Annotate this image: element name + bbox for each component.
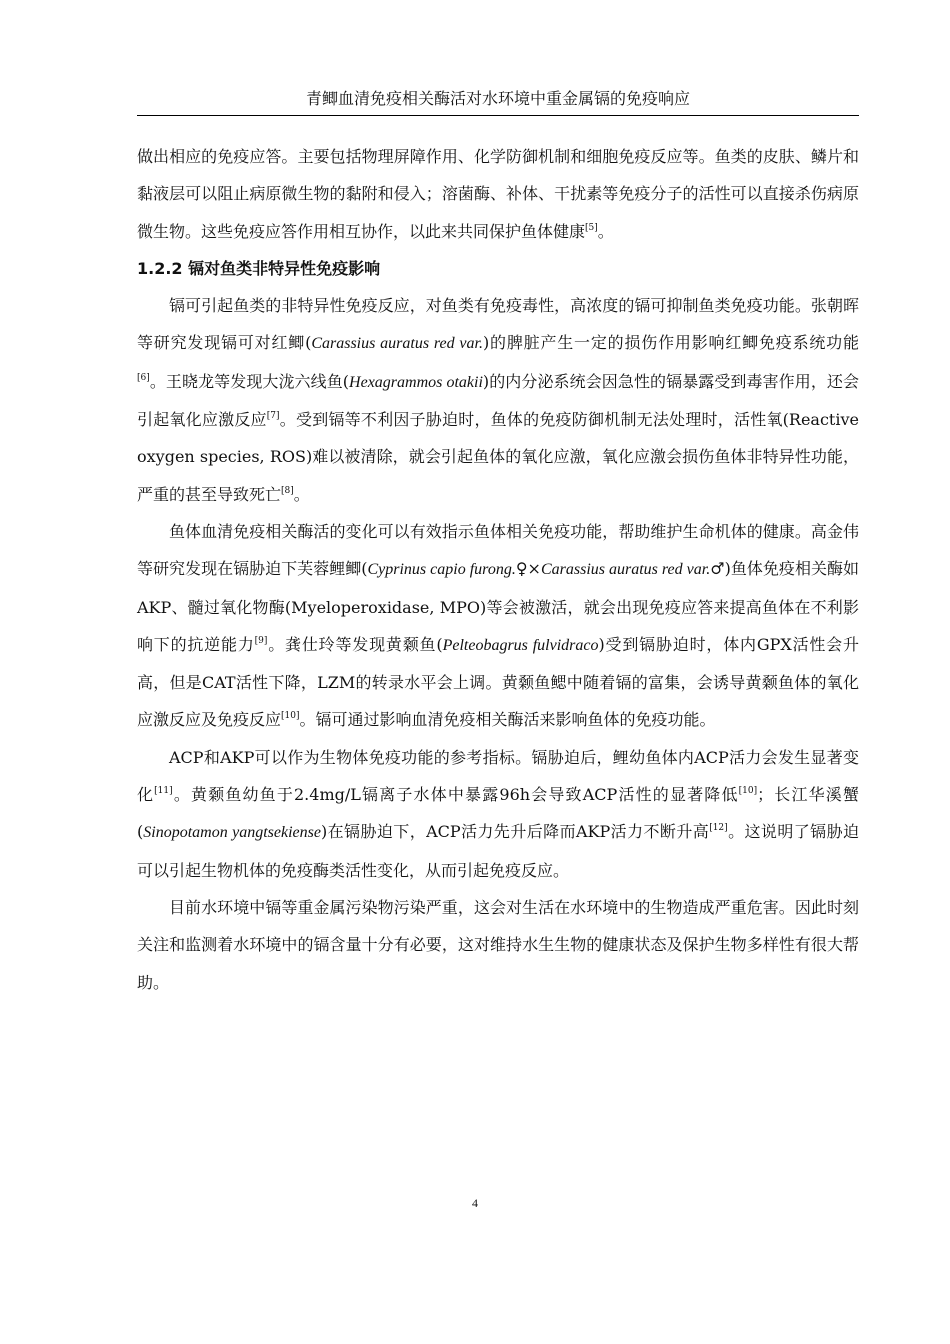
text-run: ♀×: [515, 559, 541, 579]
paragraph-serum-enzymes: [137, 513, 859, 739]
text-run: 。镉可通过影响血清免疫相关酶活来影响鱼体的免疫功能。: [299, 710, 716, 730]
text-run: 做出相应的免疫应答。主要包括物理屏障作用、化学防御机制和细胞免疫反应等。鱼类的皮肤、鳞片和黏液层可以阻止病原微生物的黏附和侵入；溶菌酶、补体、干扰素等免疫分子的活性可以直接杀伤病原微生物。这些免疫应答作用相互协作，以此来共同保护鱼体健康: [137, 147, 859, 241]
text-run: ；长江华溪蟹(: [137, 785, 859, 842]
citation-ref: [7]: [266, 411, 280, 422]
text-run: ♂)鱼体免疫相关酶如AKP、髓过氧化物酶(Myeloperoxidase, MPO)等会被激活，就会出现免疫应答来提高鱼体在不利影响下的抗逆能力: [137, 559, 859, 654]
species-name: Carassius auratus red var.: [311, 335, 483, 353]
citation-ref: [9]: [254, 635, 268, 646]
paragraph-cadmium-immunity: [137, 287, 859, 513]
paragraph-acp-akp: [137, 739, 859, 889]
citation-ref: [10]: [738, 786, 758, 797]
citation-ref: [11]: [154, 786, 173, 797]
text-run: 。这说明了镉胁迫可以引起生物机体的免疫酶类活性变化，从而引起免疫反应。: [137, 822, 859, 880]
text-run: 鱼体血清免疫相关酶活的变化可以有效指示鱼体相关免疫功能，帮助维护生命机体的健康。高金伟等研究发现在镉胁迫下芙蓉鲤鲫(: [137, 521, 859, 579]
text-run: ACP和AKP可以作为生物体免疫功能的参考指标。镉胁迫后，鲤幼鱼体内ACP活力会发生显著变化: [137, 747, 859, 805]
text-run: 。黄颡鱼幼鱼于2.4mg/L镉离子水体中暴露96h会导致ACP活性的显著降低: [172, 785, 739, 805]
text-run: 。: [293, 484, 310, 504]
citation-ref: [12]: [709, 823, 728, 834]
species-name: Pelteobagrus fulvidraco: [442, 636, 599, 654]
running-header: 青鲫血清免疫相关酶活对水环境中重金属镉的免疫响应: [137, 88, 859, 116]
text-run: )受到镉胁迫时，体内GPX活性会升高，但是CAT活性下降，LZM的转录水平会上调。黄颡鱼鳃中随着镉的富集，会诱导黄颡鱼体的氧化应激反应及免疫反应: [137, 634, 859, 730]
text-run: 镉可引起鱼类的非特异性免疫反应，对鱼类有免疫毒性，高浓度的镉可抑制鱼类免疫功能。张朝晖等研究发现镉可对红鲫(: [137, 296, 859, 353]
section-heading: 1.2.2 镉对鱼类非特异性免疫影响: [137, 258, 381, 278]
text-run: )在镉胁迫下，ACP活力先升后降而AKP活力不断升高: [320, 822, 710, 842]
paragraph-continuation: [137, 138, 859, 250]
text-run: 。受到镉等不利因子胁迫时，鱼体的免疫防御机制无法处理时，活性氧(Reactive oxygen species, ROS)难以被清除，就会引起鱼体的氧化应激，氧化应激会损伤鱼体非特异性功能，严重的甚至导致死亡: [137, 410, 859, 504]
citation-ref: [8]: [281, 485, 294, 496]
body-text: [137, 138, 859, 1001]
text-run: )的脾脏产生一定的损伤作用影响红鲫免疫系统功能: [482, 333, 859, 353]
paragraph-conclusion: 目前水环境中镉等重金属污染物污染严重，这会对生活在水环境中的生物造成严重危害。因此时刻关注和监测着水环境中的镉含量十分有必要，这对维持水生生物的健康状态及保护生物多样性有很大帮助。: [137, 897, 859, 992]
citation-ref: [10]: [281, 711, 300, 722]
text-run: )的内分泌系统会因急性的镉暴露受到毒害作用，还会引起氧化应激反应: [137, 371, 859, 430]
text-run: 。: [597, 221, 614, 241]
text-run: 。龚仕玲等发现黄颡鱼(: [267, 634, 443, 654]
citation-ref: [6]: [137, 372, 150, 383]
species-name: Carassius auratus red var.: [540, 561, 711, 579]
text-run: 。王晓龙等发现大泷六线鱼(: [149, 371, 350, 391]
species-name: Sinopotamon yangtsekiense: [143, 824, 321, 842]
species-name: Cyprinus capio furong.: [367, 561, 516, 579]
page-number: 4: [472, 1196, 478, 1210]
citation-ref: [5]: [585, 222, 598, 233]
species-name: Hexagrammos otakii: [349, 373, 483, 391]
